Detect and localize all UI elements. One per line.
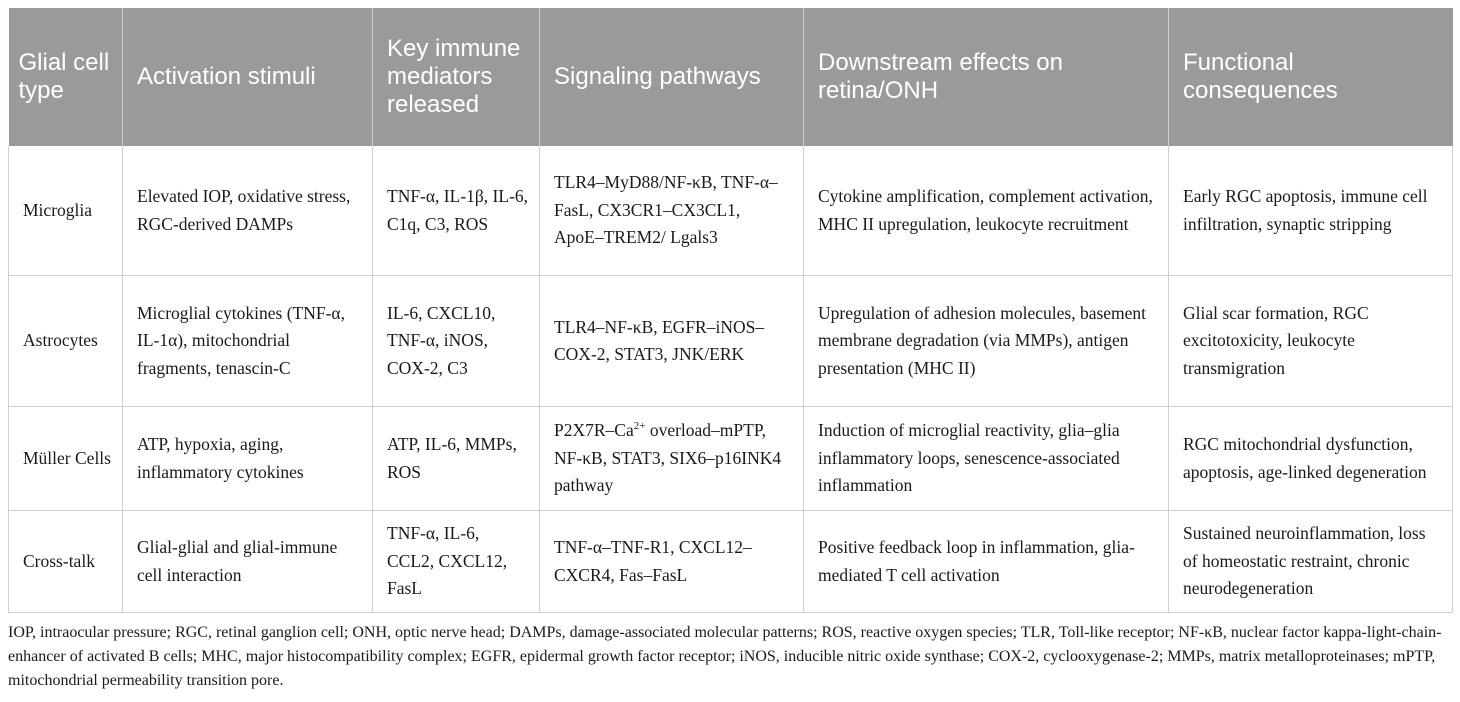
cell-pathways: TLR4–NF-κB, EGFR–iNOS–COX-2, STAT3, JNK/ERK [540,276,804,407]
cell-consequences: Glial scar formation, RGC excitotoxicity, leukocyte transmigration [1169,276,1453,407]
header-cell-type: Glial cell type [9,8,123,146]
pathways-text-pre: P2X7R–Ca [554,420,634,441]
cell-effects: Upregulation of adhesion molecules, basement membrane degradation (via MMPs), antigen presentation (MHC II) [804,276,1169,407]
cell-type: Müller Cells [9,407,123,511]
table-row [9,146,1453,276]
cell-stimuli: ATP, hypoxia, aging, inflammatory cytokines [123,407,373,511]
cell-pathways: TLR4–MyD88/NF-κB, TNF-α–FasL, CX3CR1–CX3CL1, ApoE–TREM2/ Lgals3 [540,146,804,276]
header-row [9,8,1453,146]
cell-mediators: IL-6, CXCL10, TNF-α, iNOS, COX-2, C3 [373,276,540,407]
cell-stimuli: Glial-glial and glial-immune cell interaction [123,511,373,613]
cell-mediators: TNF-α, IL-6, CCL2, CXCL12, FasL [373,511,540,613]
cell-consequences: Sustained neuroinflammation, loss of homeostatic restraint, chronic neurodegeneration [1169,511,1453,613]
table-row [9,511,1453,613]
table-container [8,8,1452,693]
cell-type: Microglia [9,146,123,276]
cell-stimuli: Elevated IOP, oxidative stress, RGC-derived DAMPs [123,146,373,276]
glial-activation-table [8,8,1453,613]
cell-stimuli: Microglial cytokines (TNF-α, IL-1α), mitochondrial fragments, tenascin-C [123,276,373,407]
cell-effects: Cytokine amplification, complement activation, MHC II upregulation, leukocyte recruitment [804,146,1169,276]
header-signaling-pathways: Signaling pathways [540,8,804,146]
cell-pathways [540,407,804,511]
cell-type: Cross-talk [9,511,123,613]
header-downstream-effects: Downstream effects on retina/ONH [804,8,1169,146]
pathways-text-post: overload–mPTP, NF-κB, STAT3, SIX6–p16INK4 pathway [554,420,782,496]
header-functional-consequences: Functional consequences [1169,8,1453,146]
header-immune-mediators: Key immune mediators released [373,8,540,146]
table-footnote: IOP, intraocular pressure; RGC, retinal ganglion cell; ONH, optic nerve head; DAMPs, damage-associated molecular patterns; ROS, reactive oxygen species; TLR, Toll-like receptor; NF-κB, nuclear factor kappa-light-chain-enhancer of activated B cells; MHC, major histocompatibility complex; EGFR, epidermal growth factor receptor; iNOS, inducible nitric oxide synthase; COX-2, cyclooxygenase-2; MMPs, matrix metalloproteinases; mPTP, mitochondrial permeability transition pore. [8,624,1442,689]
cell-mediators: TNF-α, IL-1β, IL-6, C1q, C3, ROS [373,146,540,276]
cell-effects: Induction of microglial reactivity, glia–glia inflammatory loops, senescence-associated inflammation [804,407,1169,511]
cell-consequences: RGC mitochondrial dysfunction, apoptosis, age-linked degeneration [1169,407,1453,511]
table-row [9,276,1453,407]
header-activation-stimuli: Activation stimuli [123,8,373,146]
cell-type: Astrocytes [9,276,123,407]
cell-mediators: ATP, IL-6, MMPs, ROS [373,407,540,511]
cell-pathways: TNF-α–TNF-R1, CXCL12–CXCR4, Fas–FasL [540,511,804,613]
pathways-superscript: 2+ [633,420,646,433]
cell-consequences: Early RGC apoptosis, immune cell infiltration, synaptic stripping [1169,146,1453,276]
table-row [9,407,1453,511]
cell-effects: Positive feedback loop in inflammation, glia-mediated T cell activation [804,511,1169,613]
